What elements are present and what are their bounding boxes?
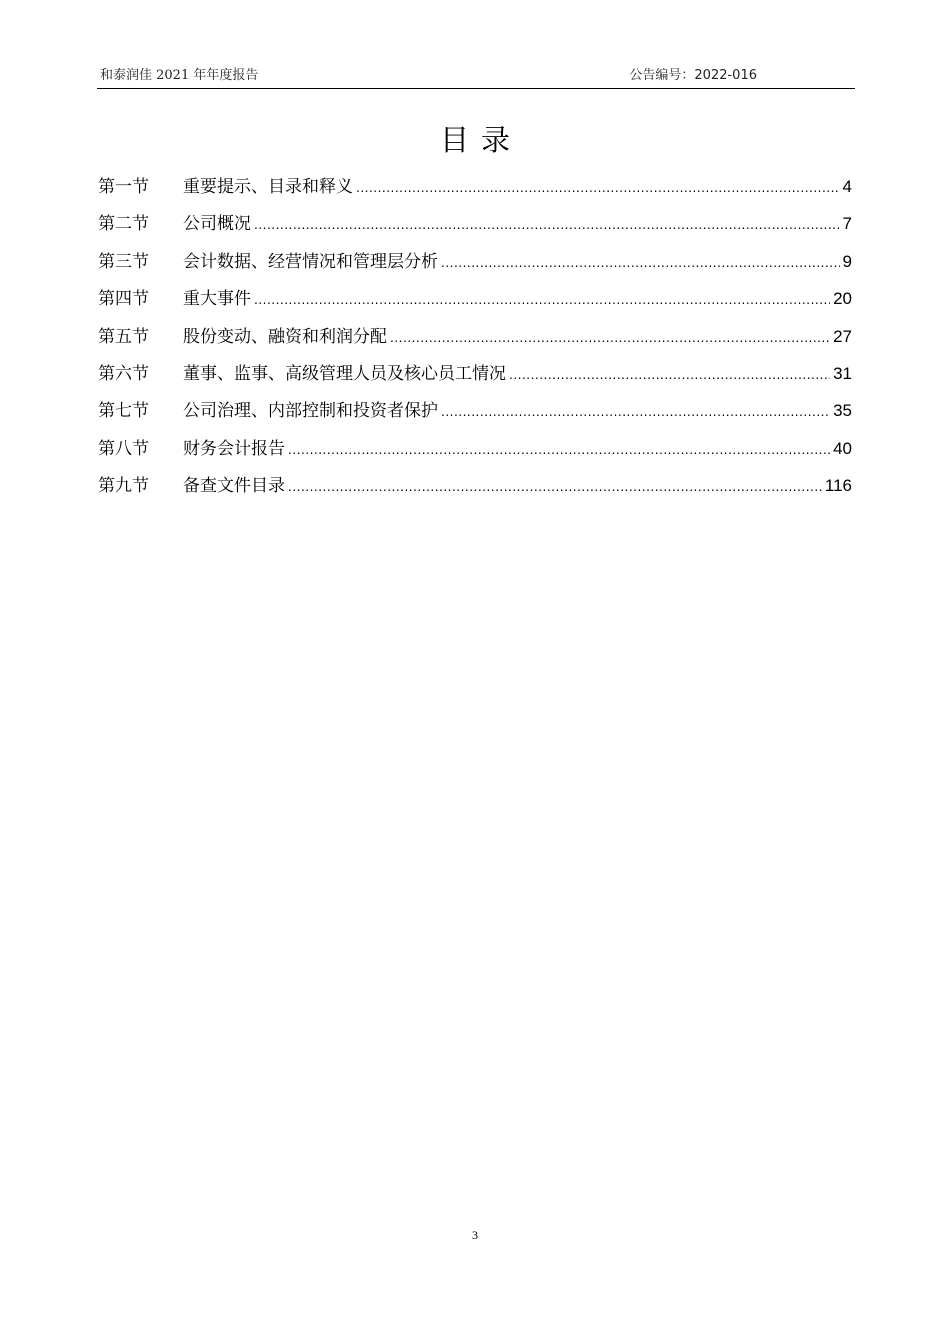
toc-section-number: 第四节 xyxy=(98,289,149,310)
toc-page-number: 9 xyxy=(842,251,852,271)
toc-entry[interactable] xyxy=(98,243,852,280)
toc-section-title: 重要提示、目录和释义 xyxy=(183,177,353,197)
toc-section-title: 重大事件 xyxy=(183,289,251,310)
dot-leader xyxy=(441,245,840,282)
toc-page-number: 20 xyxy=(833,289,852,309)
toc-entry[interactable] xyxy=(98,318,852,355)
toc-entry[interactable] xyxy=(98,430,852,467)
toc-section-number: 第五节 xyxy=(98,326,149,347)
toc-entry[interactable] xyxy=(98,280,852,317)
dot-leader xyxy=(509,357,830,394)
toc-page-number: 116 xyxy=(824,476,852,496)
page-number: 3 xyxy=(472,1228,478,1242)
toc-page-number: 7 xyxy=(842,214,852,234)
toc-entry[interactable] xyxy=(98,467,852,504)
toc-entry[interactable] xyxy=(98,392,852,429)
table-of-contents xyxy=(98,168,852,505)
toc-section-number: 第六节 xyxy=(98,363,149,384)
toc-section-title: 公司治理、内部控制和投资者保护 xyxy=(183,401,438,422)
toc-section-title: 董事、监事、高级管理人员及核心员工情况 xyxy=(183,363,506,384)
toc-page-number: 4 xyxy=(842,177,852,196)
toc-page-number: 27 xyxy=(833,326,852,346)
page-header xyxy=(97,66,855,89)
toc-entry[interactable] xyxy=(98,205,852,242)
dot-leader xyxy=(288,469,822,506)
toc-section-number: 第七节 xyxy=(98,401,149,422)
toc-section-title: 财务会计报告 xyxy=(183,438,285,459)
dot-leader xyxy=(254,282,830,319)
dot-leader xyxy=(288,432,830,469)
toc-section-number: 第八节 xyxy=(98,438,149,459)
toc-entry[interactable] xyxy=(98,355,852,392)
toc-heading: 目录 xyxy=(439,123,522,157)
toc-entry[interactable] xyxy=(98,168,852,205)
toc-section-title: 备查文件目录 xyxy=(183,476,285,497)
announcement-number: 公告编号：2022-016 xyxy=(629,68,757,83)
toc-section-number: 第三节 xyxy=(98,251,149,272)
toc-section-title: 会计数据、经营情况和管理层分析 xyxy=(183,251,438,272)
toc-page-number: 40 xyxy=(833,438,852,458)
toc-page-number: 31 xyxy=(833,363,852,383)
dot-leader xyxy=(441,394,830,431)
dot-leader xyxy=(254,207,840,244)
toc-section-number: 第二节 xyxy=(98,214,149,235)
report-title: 和泰润佳 2021 年年度报告 xyxy=(100,68,259,83)
dot-leader xyxy=(356,170,840,207)
dot-leader xyxy=(390,320,830,357)
toc-section-number: 第一节 xyxy=(98,177,149,197)
toc-section-title: 公司概况 xyxy=(183,214,251,235)
toc-section-title: 股份变动、融资和利润分配 xyxy=(183,326,387,347)
toc-section-number: 第九节 xyxy=(98,476,149,497)
toc-page-number: 35 xyxy=(833,401,852,421)
